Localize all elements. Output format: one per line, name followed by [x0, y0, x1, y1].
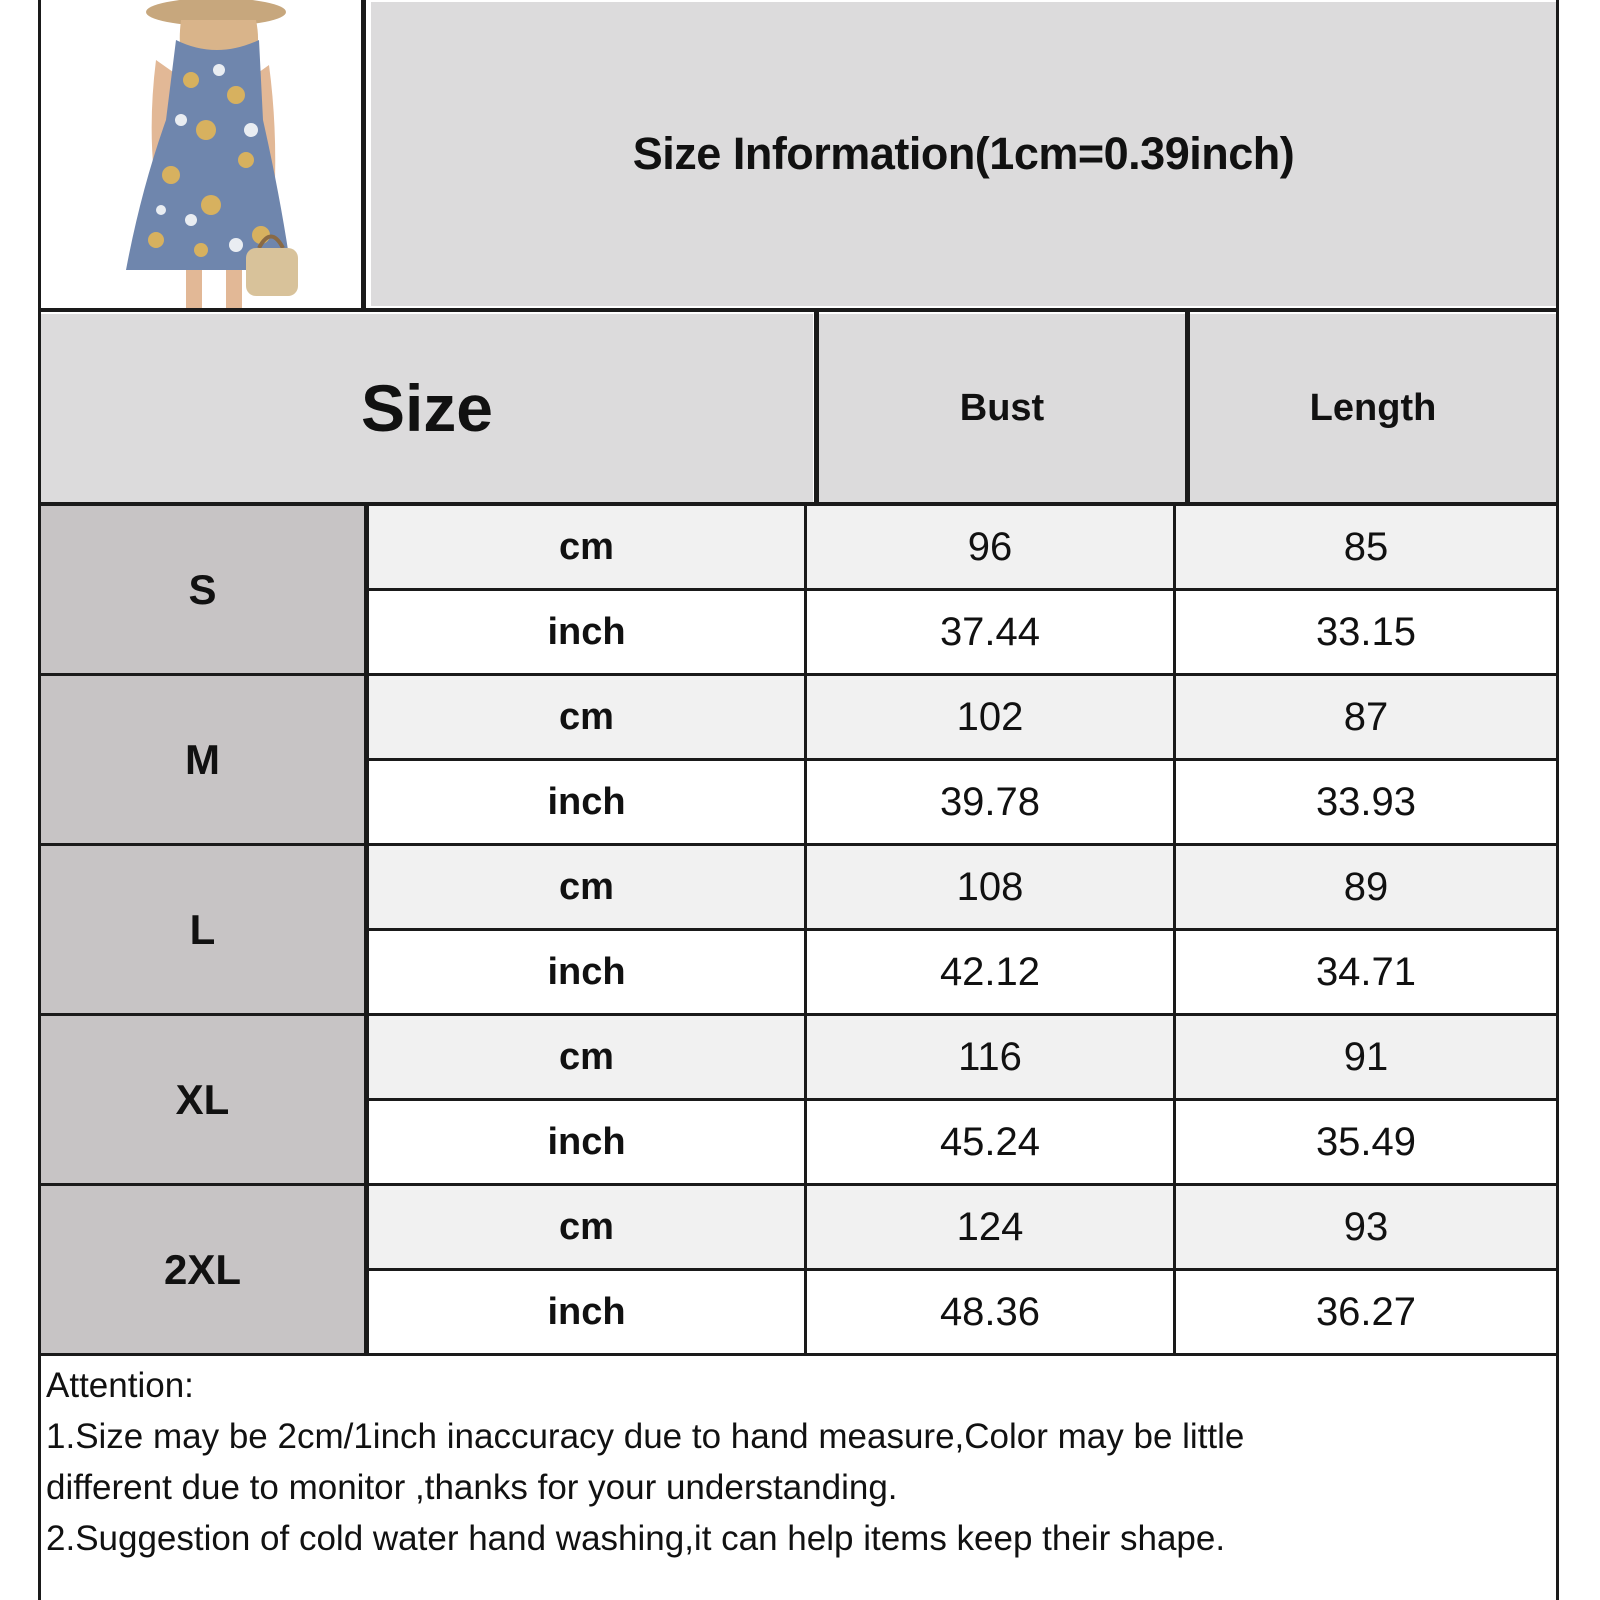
length-value: 33.15	[1315, 609, 1417, 654]
length-value: 34.71	[1315, 949, 1417, 994]
top-section	[38, 0, 1559, 312]
table-row	[369, 846, 1556, 928]
bust-value: 102	[807, 676, 1176, 758]
length-value: 85	[1343, 524, 1389, 569]
length-value: 87	[1343, 694, 1389, 739]
bust-value: 37.44	[807, 591, 1176, 673]
notes-line: 2.Suggestion of cold water hand washing,it can help items keep their shape.	[46, 1519, 1226, 1558]
length-value: 91	[1343, 1034, 1389, 1079]
header-length: Length	[1190, 314, 1556, 502]
unit-label: cm	[369, 506, 807, 588]
length-value: 35.49	[1315, 1119, 1417, 1164]
length-value: 36.27	[1315, 1289, 1417, 1334]
group-divider	[38, 1353, 1559, 1356]
table-row	[369, 676, 1556, 758]
size-group-m	[38, 676, 1559, 846]
bust-value: 108	[807, 846, 1176, 928]
bust-value: 42.12	[807, 931, 1176, 1013]
product-photo	[41, 0, 366, 308]
bust-value: 96	[807, 506, 1176, 588]
table-header	[38, 312, 1559, 506]
unit-label: cm	[369, 1186, 807, 1268]
unit-label: inch	[369, 1271, 807, 1353]
unit-label: inch	[369, 761, 807, 843]
length-value: 93	[1343, 1204, 1389, 1249]
unit-label: cm	[369, 676, 807, 758]
size-group-2xl	[38, 1186, 1559, 1356]
header-size: Size	[41, 314, 813, 502]
size-group-xl	[38, 1016, 1559, 1186]
notes-heading: Attention:	[46, 1366, 194, 1405]
bust-value: 124	[807, 1186, 1176, 1268]
table-row	[369, 761, 1556, 843]
header-bust: Bust	[819, 314, 1185, 502]
length-value: 33.93	[1315, 779, 1417, 824]
unit-label: cm	[369, 1016, 807, 1098]
size-table-body	[38, 506, 1559, 1356]
page-title: Size Information(1cm=0.39inch)	[632, 128, 1295, 179]
title-banner	[371, 2, 1556, 306]
table-row	[369, 1101, 1556, 1183]
notes-line: 1.Size may be 2cm/1inch inaccuracy due to hand measure,Color may be little	[46, 1417, 1245, 1456]
notes-line: different due to monitor ,thanks for your understanding.	[46, 1468, 898, 1507]
table-row	[369, 1271, 1556, 1353]
size-group-s	[38, 506, 1559, 676]
unit-label: inch	[369, 931, 807, 1013]
length-value: 89	[1343, 864, 1389, 909]
table-row	[369, 931, 1556, 1013]
bust-value: 45.24	[807, 1101, 1176, 1183]
dress-model-image	[41, 0, 361, 308]
bust-value: 116	[807, 1016, 1176, 1098]
size-label: XL	[41, 1016, 364, 1183]
attention-notes	[46, 1360, 1526, 1564]
size-label: M	[41, 676, 364, 843]
bust-value: 39.78	[807, 761, 1176, 843]
size-label: L	[41, 846, 364, 1013]
table-row	[369, 1186, 1556, 1268]
size-label: S	[41, 506, 364, 673]
unit-label: cm	[369, 846, 807, 928]
size-label: 2XL	[41, 1186, 364, 1353]
table-row	[369, 1016, 1556, 1098]
size-group-l	[38, 846, 1559, 1016]
table-row	[369, 506, 1556, 588]
unit-label: inch	[369, 1101, 807, 1183]
bust-value: 48.36	[807, 1271, 1176, 1353]
unit-label: inch	[369, 591, 807, 673]
table-row	[369, 591, 1556, 673]
